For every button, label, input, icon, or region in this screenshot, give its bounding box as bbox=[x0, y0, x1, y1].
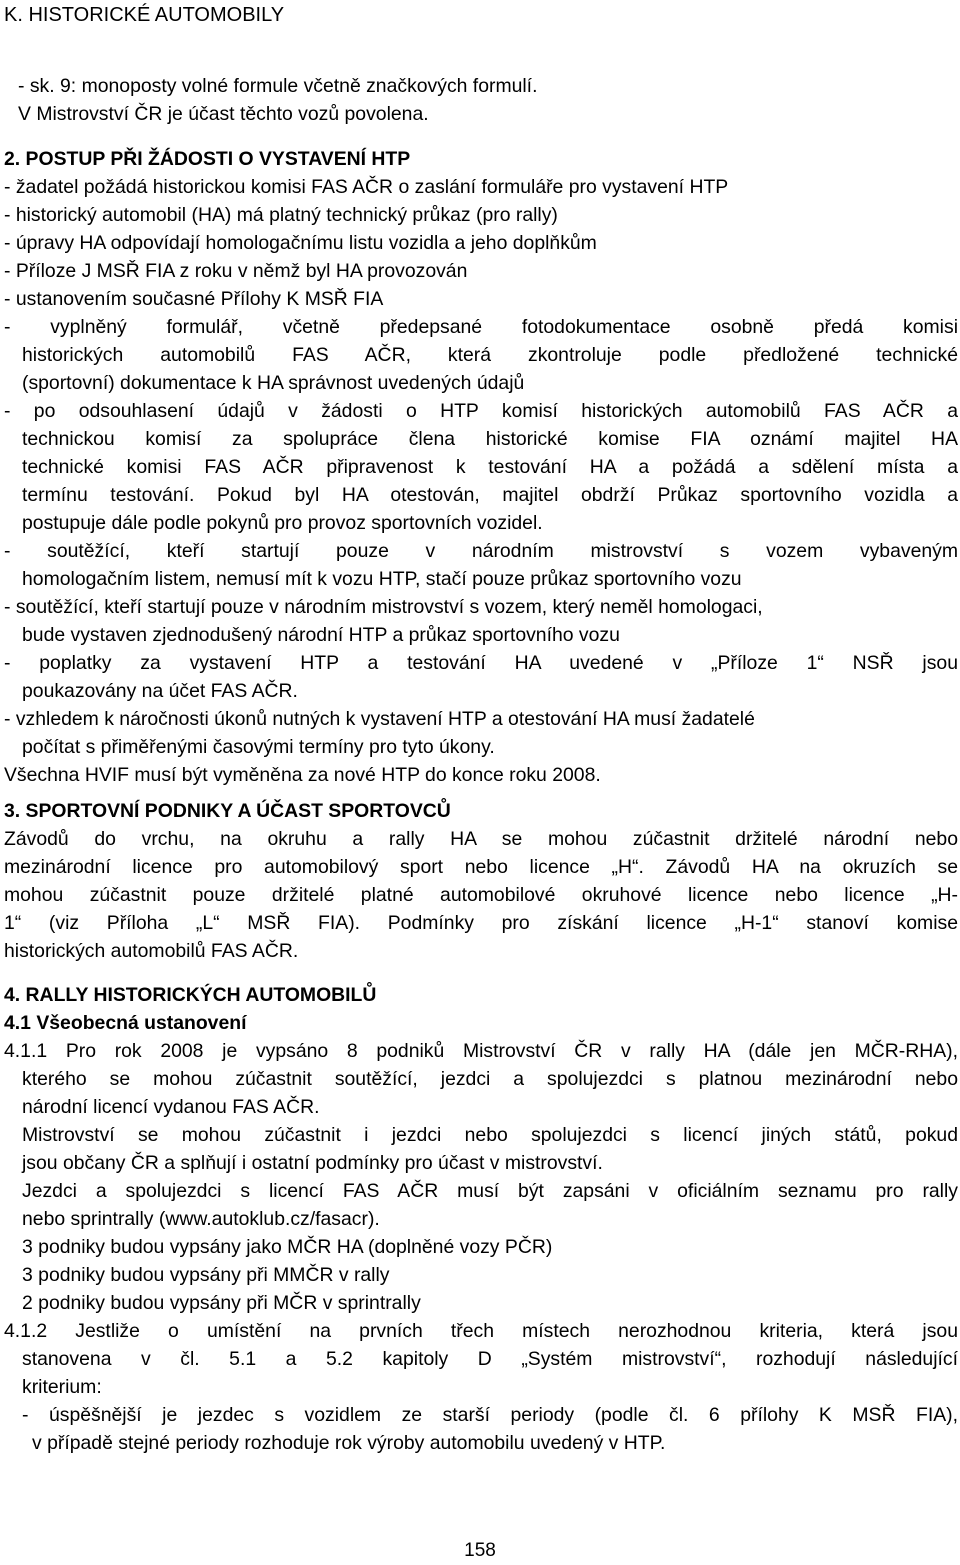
paragraph-line: - úpravy HA odpovídají homologačnímu listu vozidla a jeho doplňkům bbox=[4, 232, 597, 254]
section-2-heading: 2. POSTUP PŘI ŽÁDOSTI O VYSTAVENÍ HTP bbox=[4, 148, 411, 170]
paragraph-line: v případě stejné periody rozhoduje rok výroby automobilu uvedený v HTP. bbox=[32, 1432, 666, 1454]
section-4 bbox=[4, 981, 958, 1457]
paragraph-line: - úspěšnější je jezdec s vozidlem ze starší periody (podle čl. 6 přílohy K MSŘ FIA), bbox=[22, 1404, 958, 1426]
paragraph-line: mezinárodní licence pro automobilový sport nebo licence „H“. Závodů HA na okruzích se bbox=[4, 856, 958, 878]
paragraph-line: - soutěžící, kteří startují pouze v národním mistrovství s vozem vybaveným bbox=[4, 540, 958, 562]
paragraph-line: nebo sprintrally (www.autoklub.cz/fasacr). bbox=[22, 1208, 380, 1230]
paragraph-line: 4.1.2 Jestliže o umístění na prvních třech místech nerozhodnou kriteria, která jsou bbox=[4, 1320, 958, 1342]
paragraph-line: - žadatel požádá historickou komisi FAS AČR o zaslání formuláře pro vystavení HTP bbox=[4, 176, 729, 198]
paragraph-line: stanovena v čl. 5.1 a 5.2 kapitoly D „Systém mistrovství“, rozhodují následující bbox=[22, 1348, 958, 1370]
paragraph-line: 4.1.1 Pro rok 2008 je vypsáno 8 podniků Mistrovství ČR v rally HA (dále jen MČR-RHA), bbox=[4, 1040, 958, 1062]
paragraph-line: historických automobilů FAS AČR. bbox=[4, 940, 299, 962]
paragraph-line: homologačním listem, nemusí mít k vozu HTP, stačí pouze průkaz sportovního vozu bbox=[22, 568, 742, 590]
paragraph-line: termínu testování. Pokud byl HA otestován, majitel obdrží Průkaz sportovního vozidla a bbox=[22, 484, 958, 506]
intro-line: V Mistrovství ČR je účast těchto vozů povolena. bbox=[18, 103, 429, 125]
section-3-heading: 3. SPORTOVNÍ PODNIKY A ÚČAST SPORTOVCŮ bbox=[4, 800, 451, 822]
paragraph-line: bude vystaven zjednodušený národní HTP a průkaz sportovního vozu bbox=[22, 624, 620, 646]
paragraph-line: postupuje dále podle pokynů pro provoz sportovních vozidel. bbox=[22, 512, 543, 534]
section-3 bbox=[4, 797, 958, 965]
paragraph-line: - Příloze J MSŘ FIA z roku v němž byl HA provozován bbox=[4, 260, 468, 282]
section-4-1-heading: 4.1 Všeobecná ustanovení bbox=[4, 1012, 247, 1034]
paragraph-line: - soutěžící, kteří startují pouze v národním mistrovství s vozem, který neměl homologaci, bbox=[4, 596, 763, 618]
paragraph-line: - vyplněný formulář, včetně předepsané fotodokumentace osobně předá komisi bbox=[4, 316, 958, 338]
paragraph-line: Jezdci a spolujezdci s licencí FAS AČR musí být zapsáni v oficiálním seznamu pro rally bbox=[22, 1180, 958, 1202]
paragraph-line: jsou občany ČR a splňují i ostatní podmínky pro účast v mistrovství. bbox=[22, 1152, 603, 1174]
paragraph-line: Závodů do vrchu, na okruhu a rally HA se mohou zúčastnit držitelé národní nebo bbox=[4, 828, 958, 850]
paragraph-line: 1“ (viz Příloha „L“ MSŘ FIA). Podmínky pro získání licence „H-1“ stanoví komise bbox=[4, 912, 958, 934]
paragraph-line: historických automobilů FAS AČR, která zkontroluje podle předložené technické bbox=[22, 344, 958, 366]
page-number: 158 bbox=[464, 1540, 496, 1561]
page-header: K. HISTORICKÉ AUTOMOBILY bbox=[4, 4, 285, 26]
section-2 bbox=[4, 145, 958, 789]
paragraph-line: - historický automobil (HA) má platný technický průkaz (pro rally) bbox=[4, 204, 558, 226]
paragraph-line: - po odsouhlasení údajů v žádosti o HTP komisí historických automobilů FAS AČR a bbox=[4, 400, 958, 422]
paragraph-line: technické komisi FAS AČR připravenost k testování HA a požádá a sdělení místa a bbox=[22, 456, 958, 478]
section-4-heading: 4. RALLY HISTORICKÝCH AUTOMOBILŮ bbox=[4, 984, 377, 1006]
paragraph-line: poukazovány na účet FAS AČR. bbox=[22, 680, 298, 702]
paragraph-line: - poplatky za vystavení HTP a testování HA uvedené v „Příloze 1“ NSŘ jsou bbox=[4, 652, 958, 674]
paragraph-line: - vzhledem k náročnosti úkonů nutných k vystavení HTP a otestování HA musí žadatelé bbox=[4, 708, 755, 730]
paragraph-line: 2 podniky budou vypsány při MČR v sprintrally bbox=[22, 1292, 421, 1314]
paragraph-line: kterého se mohou zúčastnit soutěžící, jezdci a spolujezdci s platnou mezinárodní nebo bbox=[22, 1068, 958, 1090]
paragraph-line: 3 podniky budou vypsány při MMČR v rally bbox=[22, 1264, 390, 1286]
paragraph-line: kriterium: bbox=[22, 1376, 102, 1398]
paragraph-line: Mistrovství se mohou zúčastnit i jezdci nebo spolujezdci s licencí jiných států, pokud bbox=[22, 1124, 958, 1146]
paragraph-line: mohou zúčastnit pouze držitelé platné automobilové okruhové licence nebo licence „H- bbox=[4, 884, 958, 906]
paragraph-line: národní licencí vydanou FAS AČR. bbox=[22, 1096, 320, 1118]
paragraph-line: - ustanovením současné Přílohy K MSŘ FIA bbox=[4, 288, 384, 310]
intro-block bbox=[4, 72, 958, 128]
intro-line: - sk. 9: monoposty volné formule včetně značkových formulí. bbox=[18, 75, 538, 97]
paragraph-line: (sportovní) dokumentace k HA správnost uvedených údajů bbox=[22, 372, 525, 394]
paragraph-line: technickou komisí za spolupráce člena historické komise FIA oznámí majitel HA bbox=[22, 428, 958, 450]
paragraph-line: Všechna HVIF musí být vyměněna za nové HTP do konce roku 2008. bbox=[4, 764, 601, 786]
paragraph-line: 3 podniky budou vypsány jako MČR HA (doplněné vozy PČR) bbox=[22, 1236, 553, 1258]
paragraph-line: počítat s přiměřenými časovými termíny pro tyto úkony. bbox=[22, 736, 495, 758]
